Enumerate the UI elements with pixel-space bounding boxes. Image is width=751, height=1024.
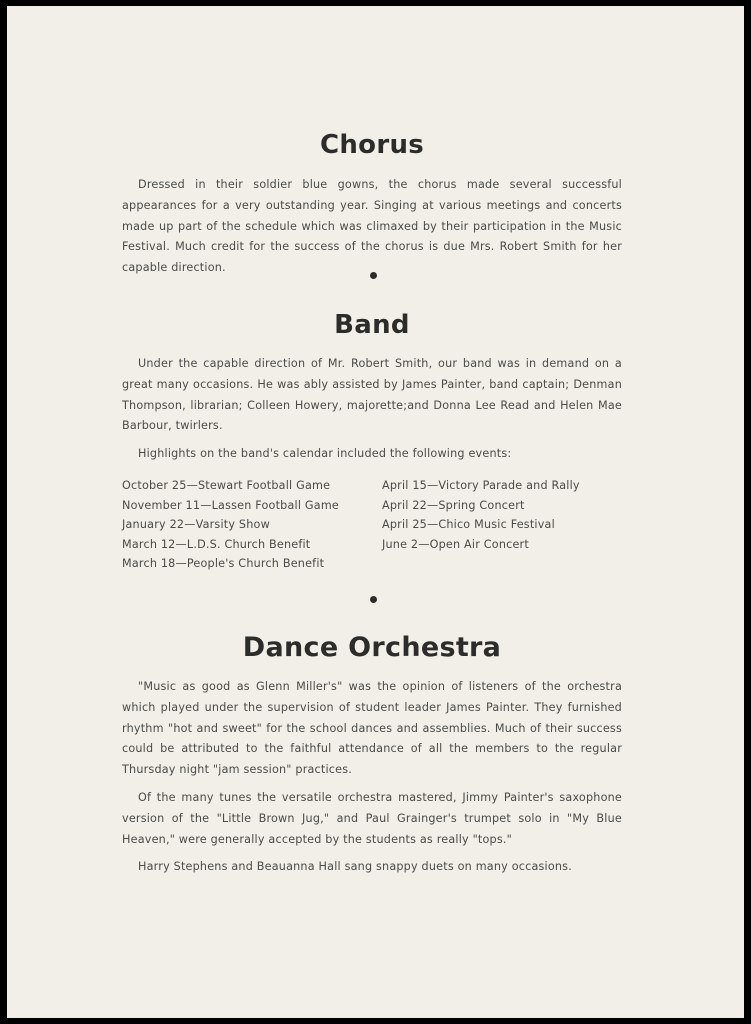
dance-orchestra-heading: Dance Orchestra <box>242 632 502 663</box>
document-page <box>7 6 744 1018</box>
event-item: March 18—People's Church Benefit <box>122 557 325 570</box>
event-item: October 25—Stewart Football Game <box>122 479 331 492</box>
event-item: April 25—Chico Music Festival <box>382 518 555 531</box>
section-divider-dot <box>370 272 377 279</box>
chorus-paragraph: Dressed in their soldier blue gowns, the chorus made several successful appearances for a very outstanding year. Singing at various meetings and concerts made up part of the schedule which was climaxed by their participation in the Music Festival. Much credit for the success of the chorus is due Mrs. Robert Smith for her capable direction. <box>122 178 622 275</box>
event-item: June 2—Open Air Concert <box>382 537 529 551</box>
dance-orchestra-paragraph-3: Harry Stephens and Beauanna Hall sang snappy duets on many occasions. <box>138 860 572 873</box>
band-paragraph: Under the capable direction of Mr. Robert Smith, our band was in demand on a great many occasions. He was ably assisted by James Painter, band captain; Denman Thompson, librarian; Colleen Howery, majorette;and Donna Lee Read and Helen Mae Barbour, twirlers. <box>122 357 622 433</box>
band-highlights-intro: Highlights on the band's calendar included the following events: <box>138 447 512 460</box>
band-events-right <box>382 476 580 554</box>
dance-orchestra-paragraph-1: "Music as good as Glenn Miller's" was the opinion of listeners of the orchestra which played under the supervision of student leader James Painter. They furnished rhythm "hot and sweet" for the school dances and assemblies. Much of their success could be attributed to the faithful attendance of all the members to the regular Thursday night "jam session" practices. <box>122 680 622 777</box>
event-item: April 15—Victory Parade and Rally <box>382 479 580 492</box>
dance-orchestra-paragraph-2: Of the many tunes the versatile orchestra mastered, Jimmy Painter's saxophone version of the "Little Brown Jug," and Paul Grainger's trumpet solo in "My Blue Heaven," were generally accepted by the students as really "tops." <box>122 791 622 846</box>
event-item: November 11—Lassen Football Game <box>122 498 340 512</box>
chorus-heading: Chorus <box>319 130 425 160</box>
event-item: January 22—Varsity Show <box>122 518 270 531</box>
band-events-left <box>122 476 339 574</box>
section-divider-dot <box>370 596 377 603</box>
event-item: March 12—L.D.S. Church Benefit <box>122 537 311 551</box>
band-heading: Band <box>334 310 410 340</box>
event-item: April 22—Spring Concert <box>382 498 525 512</box>
